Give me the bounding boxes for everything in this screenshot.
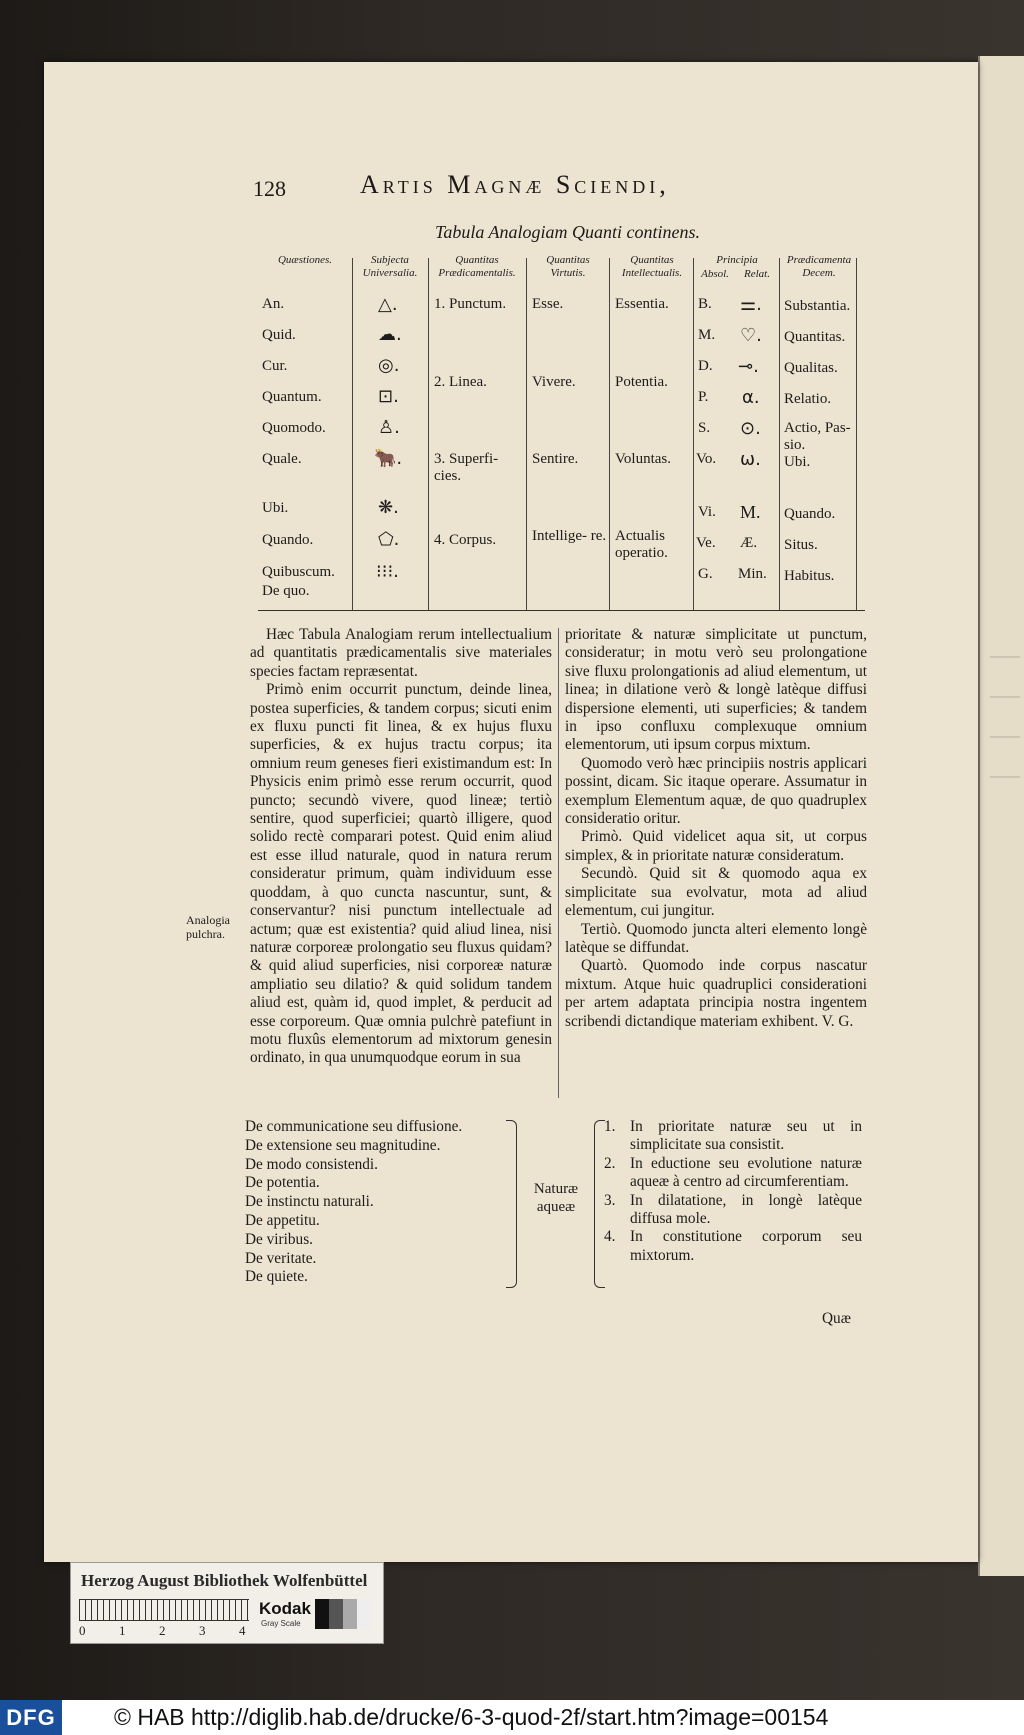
human-figure-symbol-icon: ♙. [378, 417, 400, 438]
dots-symbol-icon: ⁝⁝⁝. [376, 561, 399, 582]
list-item [604, 1118, 862, 1155]
item-text: In dilatatione, in longè latèque diffusa mole. [630, 1191, 862, 1228]
ruler-label: 1 [119, 1623, 126, 1638]
praedicamentum: Ubi. [784, 454, 811, 470]
header-quaestiones: Quæstiones. [277, 254, 333, 266]
analogy-table [258, 254, 865, 611]
list-item [604, 1155, 862, 1192]
list-item: De modo consistendi. [245, 1155, 378, 1173]
gray-patch [329, 1599, 343, 1629]
quaestio: Cur. [262, 358, 288, 374]
right-text-column [565, 626, 867, 1031]
principium-absol: S. [698, 420, 711, 436]
paragraph: prioritate & naturæ simplicitate ut punctum, consideratur; in motu verò seu prolongatione sive fluxu prolongationis ad aliud elementum, ut linea; in dilatione verò & longè latèque diffusi dispersione elementi, uti superficies; & tandem in ipso confluxu complexuque omnium elementorum, uti ipsum corpus mixtum. [565, 626, 867, 754]
paragraph: Tertiò. Quomodo juncta alteri elemento longè latèque se diffundat. [565, 920, 867, 956]
list-item: De quiete. [245, 1268, 308, 1286]
item-text: In eductione seu evolutione naturæ aqueæ à centro ad circumferentiam. [630, 1154, 862, 1191]
principium-absol: M. [698, 327, 716, 343]
header-virtutis: Quantitas Virtutis. [546, 254, 590, 279]
cloud-symbol-icon: ☁. [378, 324, 402, 345]
card-title: Herzog August Bibliothek Wolfenbüttel [81, 1571, 368, 1590]
ruler-label: 2 [159, 1623, 166, 1638]
copyright-link[interactable]: © HAB http://diglib.hab.de/drucke/6-3-quod-2f/start.htm?image=00154 [114, 1704, 829, 1730]
topics-list [245, 1118, 462, 1287]
virtutis-cell: Esse. [532, 296, 564, 312]
page-number: 128 [253, 176, 286, 201]
list-item: De instinctu naturali. [245, 1193, 374, 1211]
paragraph: Primò. Quid videlicet aqua sit, ut corpus simplex, & in prioritate naturæ consideratum. [565, 828, 867, 864]
header-absol: Absol. [701, 268, 729, 280]
header-relat: Relat. [744, 268, 770, 280]
quaestio: Quando. [262, 532, 314, 548]
praedicamentum: Qualitas. [784, 360, 838, 376]
quaestio: Quid. [262, 327, 296, 343]
item-number: 3. [604, 1191, 616, 1209]
left-text-column [250, 626, 552, 1068]
kodak-logo: Kodak [259, 1599, 311, 1618]
table-caption: Tabula Analogiam Quanti continens. [435, 222, 701, 242]
item-text: In prioritate naturæ seu ut in simplicitate sua consistit. [630, 1118, 862, 1154]
principium-absol: G. [698, 566, 713, 582]
library-color-card [70, 1562, 384, 1644]
kodak-subtitle: Gray Scale [261, 1619, 301, 1628]
tree-symbol-icon: ❋. [378, 497, 399, 518]
praedicamentalis-cell: 2. Linea. [434, 374, 487, 390]
principium-absol: Vo. [696, 451, 717, 467]
principium-absol: P. [698, 389, 709, 405]
item-number: 2. [604, 1154, 616, 1172]
heart-symbol-icon: ♡. [740, 325, 762, 346]
intellectualis-cell: Potentia. [615, 374, 668, 390]
principium-absol: D. [698, 358, 713, 374]
praedicamentalis-cell: 1. Punctum. [434, 296, 507, 312]
list-item: De viribus. [245, 1230, 313, 1248]
running-head: Artis Magnæ Sciendi, [360, 170, 670, 199]
quaestio: De quo. [262, 583, 310, 599]
relat-symbol: ⊙. [740, 418, 761, 439]
ruler-label: 3 [199, 1623, 206, 1638]
relat-symbol: ω. [740, 449, 761, 470]
intellectualis-cell: Essentia. [615, 296, 669, 312]
list-item: De potentia. [245, 1174, 320, 1192]
paragraph: Primò enim occurrit punctum, deinde linea, postea superficies, & tandem corpus; sicuti enim ex fluxu puncti fit linea, & ex hujus fluxu superficies, & ex hujus tractu corpus; ita omnium reum geneses fieri existimandum est: In Physicis enim primò esse rerum occurrit, quod puncto; secundò vivere, quod lineæ; tertiò sentire, quod superficiei; quartò illigere, quod solido rectè comparari potest. Quid enim aliud est esse illud naturale, quod in natura rerum consideratur primum, quàm individuum esse quoddam, à quo cuncta nascuntur, sunt, & conservantur? nisi punctum intellectuale ad actum; quæ est existentia? quid aliud linea, nisi naturæ corporeæ prolongatio seu fluxus quidam? & quid aliud superficies, nisi corporeæ naturæ ampliatio seu dilatio? & quid solidum tandem aliud est, quàm id, quod implet, & perducit ad esse corporeum. Quæ omnia pulchrè patefiunt in motu fluxûs elementorum ad mixtorum genesin ordinato, in qua unumquodque eorum in sua [250, 681, 552, 1067]
item-number: 1. [604, 1118, 616, 1135]
paragraph: Quartò. Quomodo inde corpus nascatur mixtum. Atque huic quadruplici considerationi per artem adaptata principia nostra ingentem scribendi dictandique materiam exhibent. V. G. [565, 957, 867, 1030]
praedicamentum: Relatio. [784, 391, 832, 407]
paragraph: Secundò. Quid sit & quomodo aqua ex simplicitate sua evolvatur, mota ad aliud elementum, cui jungitur. [565, 865, 867, 920]
praedicamentum: Actio, Pas- sio. [784, 420, 851, 453]
quaestio: Quibuscum. [262, 564, 335, 580]
virtutis-cell: Vivere. [532, 374, 576, 390]
praedicamentalis-cell: 3. Superfi- cies. [434, 451, 499, 484]
quaestio: An. [262, 296, 285, 312]
relat-symbol: Æ. [740, 535, 758, 551]
column-divider [558, 628, 559, 1098]
relat-symbol: ⊸. [738, 356, 759, 377]
praedicamentum: Habitus. [784, 568, 835, 584]
relat-symbol: ⚌. [740, 294, 762, 315]
intellectualis-cell: Actualis operatio. [615, 528, 668, 561]
relat-symbol: M. [740, 502, 761, 522]
list-item [604, 1192, 862, 1229]
ruler-label: 0 [79, 1623, 86, 1638]
principium-absol: B. [698, 296, 712, 312]
list-item: De communicatione seu diffusione. [245, 1118, 463, 1135]
ruler [79, 1599, 249, 1621]
dfg-logo: DFG [0, 1700, 62, 1735]
list-item [604, 1228, 862, 1265]
footer-bar [0, 1700, 1024, 1735]
quaestio: Quale. [262, 451, 302, 467]
praedicamentalis-cell: 4. Corpus. [434, 532, 497, 548]
relat-symbol: Min. [738, 566, 767, 582]
animal-symbol-icon: 🐂. [374, 448, 403, 469]
quaestio: Quantum. [262, 389, 322, 405]
quaestio: Ubi. [262, 500, 289, 516]
considerations-list [604, 1118, 862, 1265]
paragraph: Quomodo verò hæc principiis nostris applicari possint, dicam. Sic itaque operare. Assumatur in exemplum Elementum aquæ, de quo quadruplex consideratio oritur. [565, 754, 867, 828]
gray-patch [357, 1599, 371, 1629]
header-praedicamenta: Prædicamenta Decem. [786, 254, 852, 279]
header-intellectualis: Quantitas Intellectualis. [621, 254, 683, 279]
virtutis-cell: Sentire. [532, 451, 579, 467]
concentric-circle-symbol-icon: ◎. [378, 355, 400, 376]
left-brace [506, 1120, 517, 1288]
margin-note: Analogia pulchra. [186, 913, 230, 941]
square-symbol-icon: ⊡. [378, 386, 399, 407]
header-subjecta: Subjecta Universalia. [362, 254, 418, 279]
pentagon-symbol-icon: ⬠. [378, 529, 400, 550]
catchword: Quæ [822, 1310, 851, 1327]
praedicamentum: Situs. [784, 537, 818, 553]
gray-patch [315, 1599, 329, 1629]
praedicamentum: Quantitas. [784, 329, 846, 345]
item-number: 4. [604, 1228, 616, 1246]
header-principia: Principia [716, 254, 758, 266]
gray-patch [343, 1599, 357, 1629]
quaestio: Quomodo. [262, 420, 326, 436]
ruler-label: 4 [239, 1623, 246, 1638]
intellectualis-cell: Voluntas. [615, 451, 671, 467]
praedicamentum: Quando. [784, 506, 836, 522]
paragraph: Hæc Tabula Analogiam rerum intellectualium ad quantitatis prædicamentalis sive materiales species factam repræsentat. [250, 626, 552, 680]
relat-symbol: α. [742, 387, 760, 408]
virtutis-cell: Intellige- re. [532, 528, 607, 544]
principium-absol: Ve. [696, 535, 716, 551]
item-text: In constitutione corporum seu mixtorum. [630, 1228, 862, 1264]
triangle-symbol-icon: △. [378, 294, 398, 315]
list-item: De appetitu. [245, 1211, 320, 1229]
principium-absol: Vi. [698, 504, 716, 520]
facing-page-edge [978, 56, 1024, 1576]
list-item: De extensione seu magnitudine. [245, 1136, 441, 1154]
praedicamentum: Substantia. [784, 298, 851, 314]
header-praedicamentalis: Quantitas Prædicamentalis. [438, 254, 516, 279]
list-item: De veritate. [245, 1249, 317, 1267]
brace-label: Naturæ aqueæ [533, 1181, 579, 1215]
